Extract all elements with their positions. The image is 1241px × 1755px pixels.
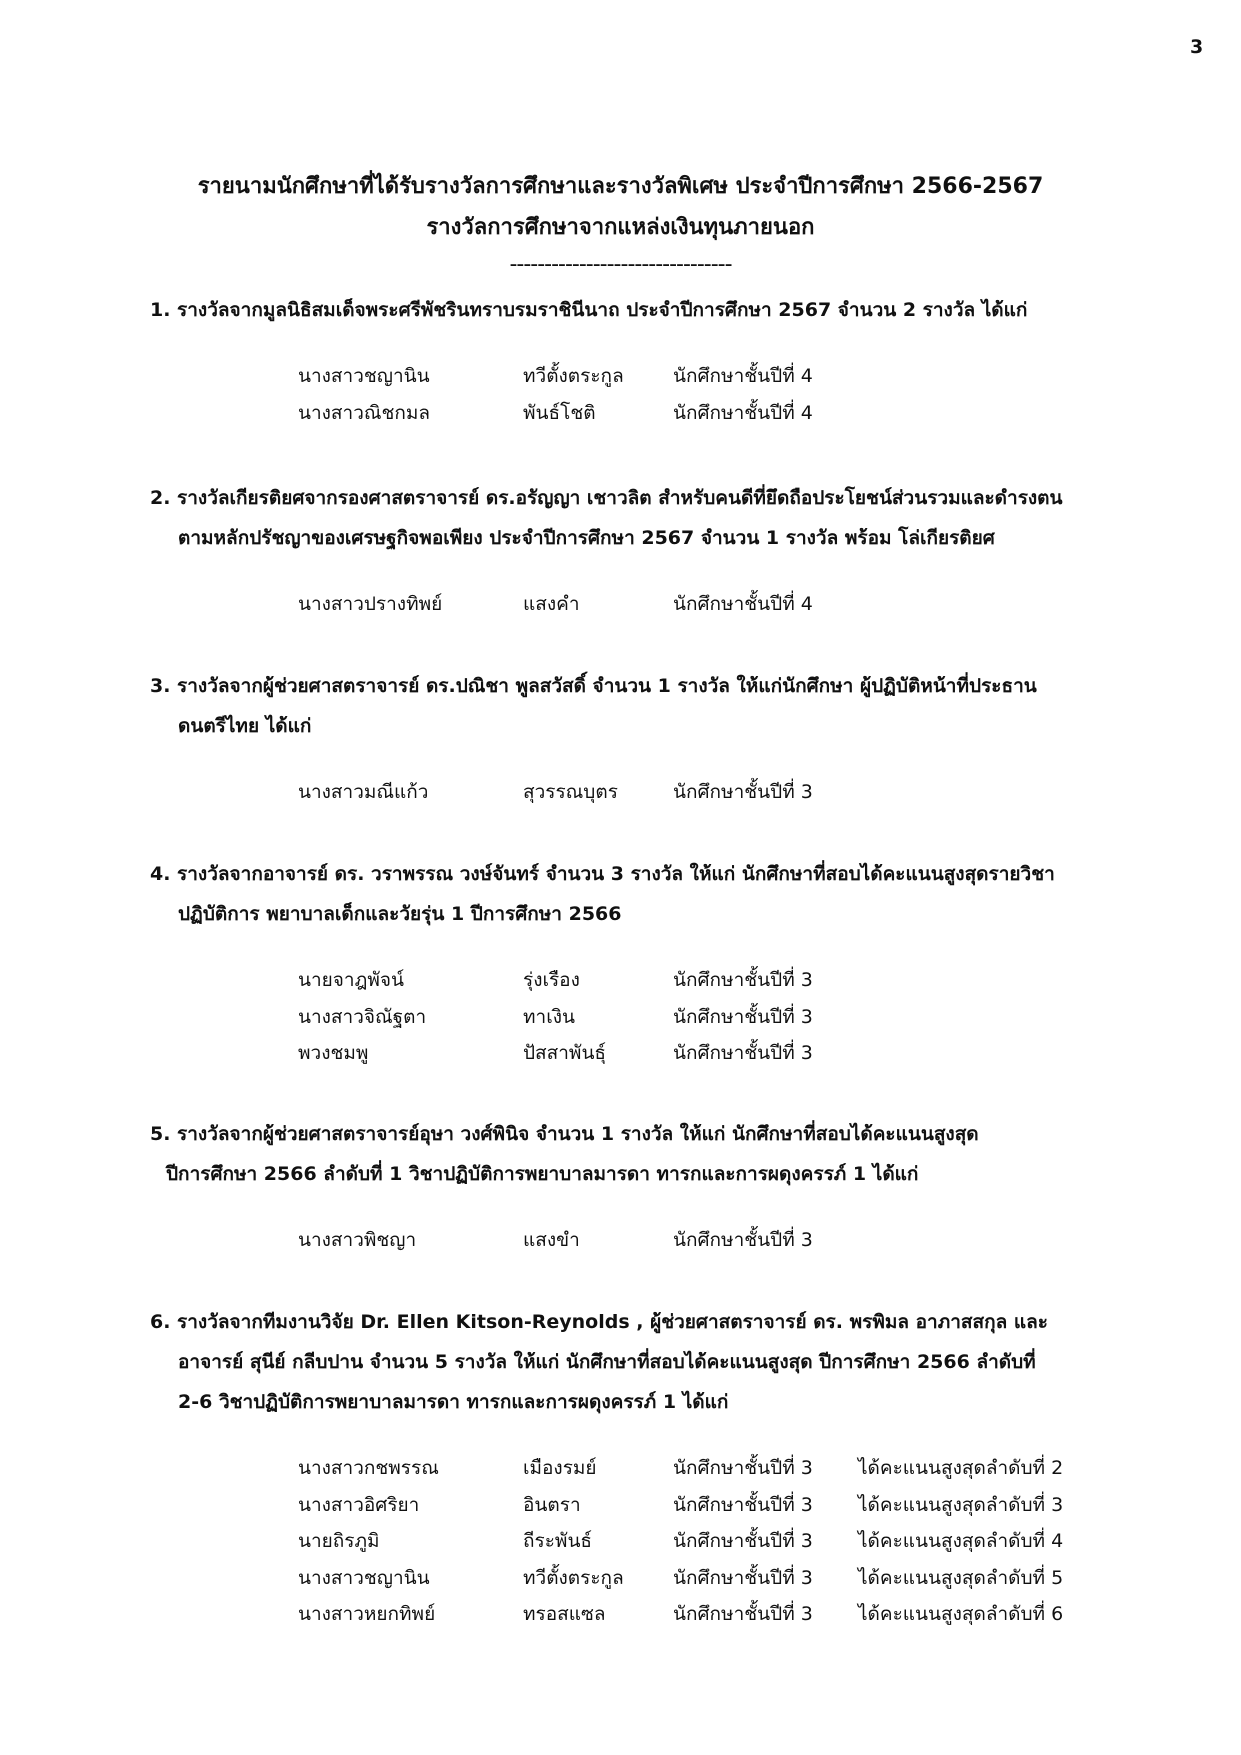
document-title [0, 166, 1241, 282]
recipient-name: พวงชมพู [298, 1042, 369, 1064]
recipient-name: นางสาวอิศริยา [298, 1493, 420, 1516]
recipient-year: นักศึกษาชั้นปีที่ 3 [673, 781, 813, 803]
recipient-rank-note: ได้คะแนนสูงสุดลำดับที่ 5 [858, 1566, 1064, 1589]
recipient-surname: เมืองรมย์ [523, 1457, 597, 1479]
award-section-4 [150, 854, 1180, 1072]
recipient-list [298, 1450, 1180, 1633]
page-number: 3 [1190, 36, 1204, 58]
award-heading-line: 3. รางวัลจากผู้ช่วยศาสตราจารย์ ดร.ปณิชา พูลสวัสดิ์ จำนวน 1 รางวัล ให้แก่นักศึกษา ผู้ปฏิบัติหน้าที่ประธาน [150, 675, 1037, 697]
recipient-surname: อินตรา [523, 1493, 581, 1516]
award-section-1 [150, 290, 1180, 431]
recipient-row [298, 1487, 1180, 1524]
award-heading-line: 4. รางวัลจากอาจารย์ ดร. วราพรรณ วงษ์จันทร์ จำนวน 3 รางวัล ให้แก่ นักศึกษาที่สอบได้คะแนนสูงสุดรายวิชา [150, 863, 1055, 885]
recipient-surname: แสงคำ [523, 593, 580, 615]
recipient-name: นางสาวชญานิน [298, 1566, 430, 1589]
award-section-2 [150, 478, 1180, 623]
recipient-row [298, 999, 1180, 1036]
recipient-rank-note: ได้คะแนนสูงสุดลำดับที่ 4 [858, 1530, 1064, 1552]
recipient-row [298, 1560, 1180, 1597]
recipient-surname: ปัสสาพันธุ์ [523, 1042, 607, 1064]
recipient-surname: ทรอสแซล [523, 1603, 606, 1625]
recipient-name: นางสาวพิชญา [298, 1229, 417, 1251]
recipient-surname: ถีระพันธ์ [523, 1530, 593, 1552]
recipient-name: นายถิรภูมิ [298, 1530, 380, 1552]
recipient-surname: สุวรรณบุตร [523, 781, 618, 803]
title-line-1: รายนามนักศึกษาที่ได้รับรางวัลการศึกษาและรางวัลพิเศษ ประจำปีการศึกษา 2566-2567 [197, 174, 1044, 199]
recipient-year: นักศึกษาชั้นปีที่ 4 [673, 365, 813, 387]
recipient-list [298, 358, 1180, 431]
recipient-row [298, 774, 1180, 811]
recipient-row [298, 962, 1180, 999]
recipient-surname: ทวีตั้งตระกูล [523, 1566, 624, 1589]
recipient-row [298, 1523, 1180, 1560]
award-heading-line: 2. รางวัลเกียรติยศจากรองศาสตราจารย์ ดร.อรัญญา เชาวลิต สำหรับคนดีที่ยึดถือประโยชน์ส่วนรวมและดำรงตน [150, 487, 1063, 509]
recipient-surname: ทาเงิน [523, 1005, 575, 1028]
award-heading [150, 290, 1180, 330]
award-heading [150, 1302, 1180, 1422]
recipient-year: นักศึกษาชั้นปีที่ 3 [673, 1005, 813, 1028]
recipient-name: นายจาฎพัจน์ [298, 969, 404, 991]
recipient-surname: แสงขำ [523, 1229, 580, 1251]
recipient-list [298, 774, 1180, 811]
award-heading-line: ตามหลักปรัชญาของเศรษฐกิจพอเพียง ประจำปีการศึกษา 2567 จำนวน 1 รางวัล พร้อม โล่เกียรติยศ [178, 527, 995, 549]
recipient-row [298, 1450, 1180, 1487]
recipient-row [298, 1596, 1180, 1633]
award-heading [150, 666, 1180, 746]
recipient-rank-note: ได้คะแนนสูงสุดลำดับที่ 6 [858, 1603, 1064, 1625]
award-section-5 [150, 1114, 1180, 1259]
recipient-name: นางสาวปรางทิพย์ [298, 593, 443, 615]
recipient-year: นักศึกษาชั้นปีที่ 3 [673, 1530, 813, 1552]
title-line-2: รางวัลการศึกษาจากแหล่งเงินทุนภายนอก [426, 215, 815, 240]
recipient-rank-note: ได้คะแนนสูงสุดลำดับที่ 2 [858, 1457, 1064, 1479]
award-heading-line: 1. รางวัลจากมูลนิธิสมเด็จพระศรีพัชรินทราบรมราชินีนาถ ประจำปีการศึกษา 2567 จำนวน 2 รางวัล ได้แก่ [150, 299, 1028, 321]
recipient-row [298, 586, 1180, 623]
award-heading-line: ดนตรีไทย ได้แก่ [178, 715, 312, 737]
recipient-row [298, 1035, 1180, 1072]
recipient-surname: รุ่งเรือง [523, 969, 580, 991]
recipient-list [298, 1222, 1180, 1259]
recipient-year: นักศึกษาชั้นปีที่ 3 [673, 1566, 813, 1589]
recipient-row [298, 358, 1180, 395]
recipient-rank-note: ได้คะแนนสูงสุดลำดับที่ 3 [858, 1493, 1064, 1516]
award-section-6 [150, 1302, 1180, 1633]
recipient-list [298, 962, 1180, 1072]
recipient-year: นักศึกษาชั้นปีที่ 3 [673, 1603, 813, 1625]
recipient-row [298, 1222, 1180, 1259]
recipient-surname: พันธ์โชติ [523, 401, 596, 424]
recipient-list [298, 586, 1180, 623]
recipient-row [298, 395, 1180, 432]
award-section-3 [150, 666, 1180, 811]
award-heading [150, 478, 1180, 558]
recipient-year: นักศึกษาชั้นปีที่ 3 [673, 1457, 813, 1479]
recipient-surname: ทวีตั้งตระกูล [523, 365, 624, 387]
recipient-name: นางสาวณิชกมล [298, 401, 431, 424]
award-heading [150, 854, 1180, 934]
recipient-year: นักศึกษาชั้นปีที่ 3 [673, 1493, 813, 1516]
recipient-name: นางสาวชญานิน [298, 365, 430, 387]
recipient-name: นางสาวกชพรรณ [298, 1457, 439, 1479]
recipient-year: นักศึกษาชั้นปีที่ 4 [673, 593, 813, 615]
title-divider: -------------------------------- [509, 252, 732, 277]
award-heading-line: 5. รางวัลจากผู้ช่วยศาสตราจารย์อุษา วงศ์พินิจ จำนวน 1 รางวัล ให้แก่ นักศึกษาที่สอบได้คะแนนสูงสุด [150, 1123, 979, 1145]
award-heading-line: 2-6 วิชาปฏิบัติการพยาบาลมารดา ทารกและการผดุงครรภ์ 1 ได้แก่ [178, 1391, 729, 1413]
award-heading-line: ปฏิบัติการ พยาบาลเด็กและวัยรุ่น 1 ปีการศึกษา 2566 [178, 903, 622, 925]
recipient-year: นักศึกษาชั้นปีที่ 4 [673, 401, 813, 424]
recipient-name: นางสาวจิณัฐตา [298, 1005, 427, 1028]
recipient-year: นักศึกษาชั้นปีที่ 3 [673, 1229, 813, 1251]
recipient-name: นางสาวหยกทิพย์ [298, 1603, 436, 1625]
award-heading-line: ปีการศึกษา 2566 ลำดับที่ 1 วิชาปฏิบัติการพยาบาลมารดา ทารกและการผดุงครรภ์ 1 ได้แก่ [166, 1163, 919, 1185]
recipient-name: นางสาวมณีแก้ว [298, 781, 429, 803]
award-heading [150, 1114, 1180, 1194]
award-heading-line: 6. รางวัลจากทีมงานวิจัย Dr. Ellen Kitson-Reynolds , ผู้ช่วยศาสตราจารย์ ดร. พรพิมล อาภาสสกุล และ [150, 1311, 1048, 1333]
recipient-year: นักศึกษาชั้นปีที่ 3 [673, 1042, 813, 1064]
recipient-year: นักศึกษาชั้นปีที่ 3 [673, 969, 813, 991]
award-heading-line: อาจารย์ สุนีย์ กลีบปาน จำนวน 5 รางวัล ให้แก่ นักศึกษาที่สอบได้คะแนนสูงสุด ปีการศึกษา 2566 ลำดับที่ [178, 1351, 1036, 1373]
